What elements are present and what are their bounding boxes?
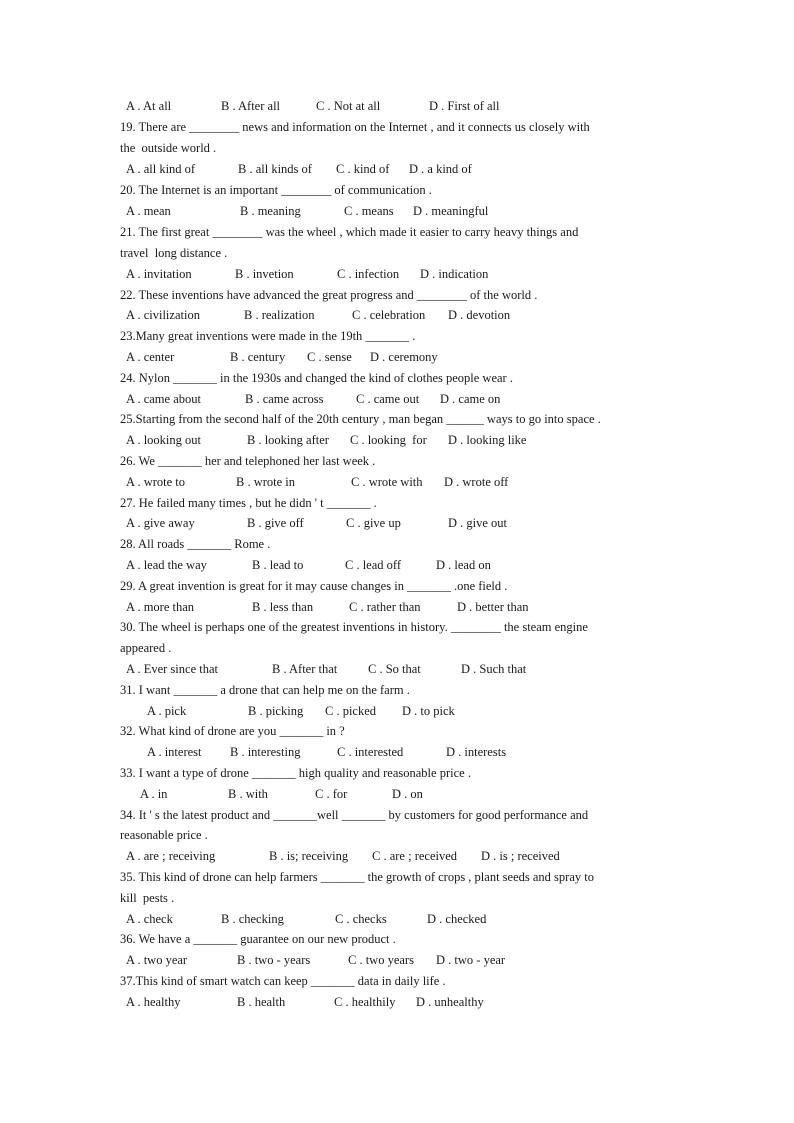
option-c: C . sense bbox=[307, 350, 352, 364]
option-a: A . healthy bbox=[126, 995, 181, 1009]
option-a: A . mean bbox=[126, 204, 171, 218]
option-a: A . are ; receiving bbox=[126, 849, 216, 863]
option-b: B . is; receiving bbox=[269, 849, 349, 863]
option-b: B . looking after bbox=[247, 433, 329, 447]
option-c: C . picked bbox=[325, 704, 377, 718]
option-a: A . give away bbox=[126, 516, 195, 530]
question-25: 25.Starting from the second half of the 20th century , man began ______ ways to go into space . bbox=[120, 412, 601, 426]
question-32: 32. What kind of drone are you _______ in ? bbox=[120, 724, 345, 738]
question-19: 19. There are ________ news and information on the Internet , and it connects us closely with bbox=[120, 120, 590, 134]
question-34-cont: reasonable price . bbox=[120, 828, 208, 842]
option-b: B . realization bbox=[244, 308, 315, 322]
option-a: A . civilization bbox=[126, 308, 200, 322]
option-d: D . is ; received bbox=[481, 849, 560, 863]
option-b: B . two - years bbox=[237, 953, 311, 967]
question-37: 37.This kind of smart watch can keep _______ data in daily life . bbox=[120, 974, 446, 988]
option-c: C . are ; received bbox=[372, 849, 458, 863]
question-20: 20. The Internet is an important ________ of communication . bbox=[120, 183, 432, 197]
question-29: 29. A great invention is great for it may cause changes in _______ .one field . bbox=[120, 579, 508, 593]
option-c: C . celebration bbox=[352, 308, 426, 322]
question-36: 36. We have a _______ guarantee on our new product . bbox=[120, 932, 396, 946]
option-d: D . better than bbox=[457, 600, 529, 614]
option-b: B . give off bbox=[247, 516, 304, 530]
question-22: 22. These inventions have advanced the great progress and ________ of the world . bbox=[120, 288, 538, 302]
option-c: C . So that bbox=[368, 662, 421, 676]
option-a: A . pick bbox=[147, 704, 187, 718]
question-31: 31. I want _______ a drone that can help me on the farm . bbox=[120, 683, 410, 697]
option-a: A . in bbox=[140, 787, 168, 801]
question-24: 24. Nylon _______ in the 1930s and changed the kind of clothes people wear . bbox=[120, 371, 513, 385]
option-a: A . looking out bbox=[126, 433, 202, 447]
option-c: C . kind of bbox=[336, 162, 390, 176]
option-b: B . invetion bbox=[235, 267, 294, 281]
question-26: 26. We _______ her and telephoned her last week . bbox=[120, 454, 376, 468]
option-a: A . Ever since that bbox=[126, 662, 218, 676]
option-b: B . came across bbox=[245, 392, 324, 406]
option-c: C . healthily bbox=[334, 995, 396, 1009]
option-c: C . means bbox=[344, 204, 394, 218]
option-b: B . century bbox=[230, 350, 286, 364]
option-a: A . interest bbox=[147, 745, 202, 759]
option-b: B . all kinds of bbox=[238, 162, 312, 176]
option-d: D . came on bbox=[440, 392, 501, 406]
option-c: C . infection bbox=[337, 267, 400, 281]
option-a: A . two year bbox=[126, 953, 188, 967]
question-21: 21. The first great ________ was the wheel , which made it easier to carry heavy things and bbox=[120, 225, 579, 239]
option-d: D . checked bbox=[427, 912, 487, 926]
question-30-cont: appeared . bbox=[120, 641, 172, 655]
option-d: D . lead on bbox=[436, 558, 491, 572]
option-c: C . lead off bbox=[345, 558, 402, 572]
option-b: B . picking bbox=[248, 704, 304, 718]
option-b: B . with bbox=[228, 787, 268, 801]
option-b: B . After all bbox=[221, 99, 281, 113]
option-d: D . ceremony bbox=[370, 350, 438, 364]
option-b: B . wrote in bbox=[236, 475, 296, 489]
option-d: D . interests bbox=[446, 745, 507, 759]
option-c: C . rather than bbox=[349, 600, 421, 614]
option-d: D . on bbox=[392, 787, 423, 801]
option-a: A . wrote to bbox=[126, 475, 186, 489]
option-a: A . more than bbox=[126, 600, 195, 614]
option-b: B . health bbox=[237, 995, 286, 1009]
option-a: A . all kind of bbox=[126, 162, 196, 176]
option-d: D . give out bbox=[448, 516, 508, 530]
option-b: B . meaning bbox=[240, 204, 301, 218]
option-c: C . two years bbox=[348, 953, 414, 967]
option-d: D . devotion bbox=[448, 308, 511, 322]
question-23: 23.Many great inventions were made in the 19th _______ . bbox=[120, 329, 416, 343]
question-35: 35. This kind of drone can help farmers _______ the growth of crops , plant seeds and spray to bbox=[120, 870, 594, 884]
option-b: B . interesting bbox=[230, 745, 301, 759]
option-b: B . lead to bbox=[252, 558, 304, 572]
question-34: 34. It ' s the latest product and _______well _______ by customers for good performance and bbox=[120, 808, 589, 822]
option-d: D . Such that bbox=[461, 662, 527, 676]
option-c: C . give up bbox=[346, 516, 401, 530]
option-d: D . unhealthy bbox=[416, 995, 484, 1009]
option-d: D . two - year bbox=[436, 953, 506, 967]
option-a: A . check bbox=[126, 912, 173, 926]
option-b: B . checking bbox=[221, 912, 284, 926]
option-c: C . wrote with bbox=[351, 475, 423, 489]
option-c: C . interested bbox=[337, 745, 404, 759]
question-33: 33. I want a type of drone _______ high quality and reasonable price . bbox=[120, 766, 471, 780]
option-b: B . After that bbox=[272, 662, 338, 676]
option-a: A . center bbox=[126, 350, 175, 364]
option-c: C . looking for bbox=[350, 433, 427, 447]
question-27: 27. He failed many times , but he didn ' t _______ . bbox=[120, 496, 377, 510]
option-d: D . wrote off bbox=[444, 475, 509, 489]
question-35-cont: kill pests . bbox=[120, 891, 175, 905]
question-28: 28. All roads _______ Rome . bbox=[120, 537, 271, 551]
question-30: 30. The wheel is perhaps one of the greatest inventions in history. ________ the steam engine bbox=[120, 620, 588, 634]
options-row bbox=[126, 994, 484, 1090]
option-d: D . to pick bbox=[402, 704, 455, 718]
option-d: D . First of all bbox=[429, 99, 500, 113]
option-c: C . checks bbox=[335, 912, 387, 926]
option-c: C . for bbox=[315, 787, 348, 801]
option-d: D . indication bbox=[420, 267, 489, 281]
question-21-cont: travel long distance . bbox=[120, 246, 228, 260]
option-c: C . Not at all bbox=[316, 99, 381, 113]
question-19-cont: the outside world . bbox=[120, 141, 217, 155]
option-c: C . came out bbox=[356, 392, 420, 406]
option-b: B . less than bbox=[252, 600, 314, 614]
option-d: D . looking like bbox=[448, 433, 527, 447]
option-a: A . At all bbox=[126, 99, 172, 113]
option-a: A . invitation bbox=[126, 267, 192, 281]
option-a: A . came about bbox=[126, 392, 201, 406]
option-d: D . meaningful bbox=[413, 204, 489, 218]
option-d: D . a kind of bbox=[409, 162, 472, 176]
option-a: A . lead the way bbox=[126, 558, 207, 572]
